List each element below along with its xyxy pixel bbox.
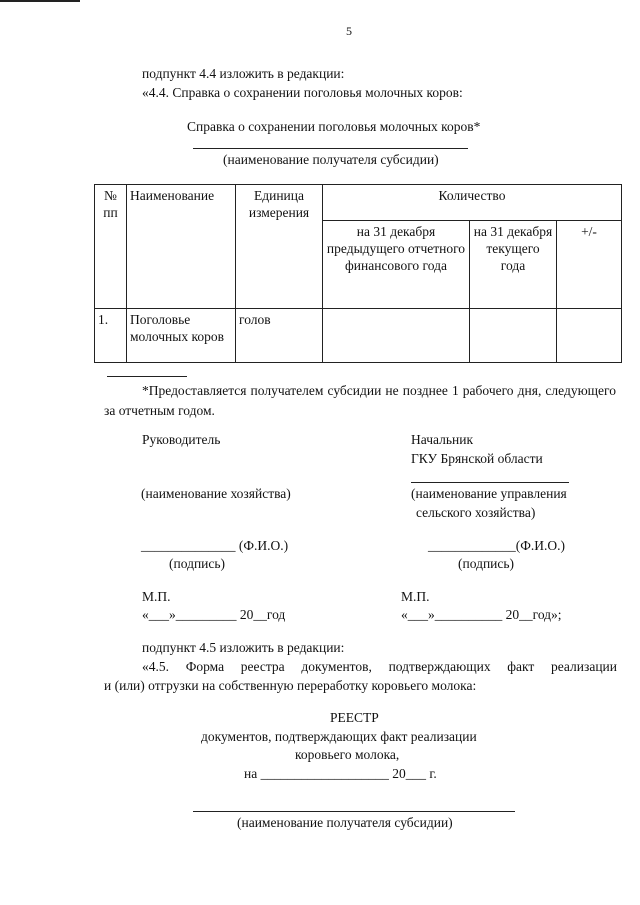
top-edge-line [0, 0, 80, 2]
row-name: Поголовье молочных коров [127, 309, 236, 363]
header-quantity: Количество [323, 185, 622, 221]
right-title-2: ГКУ Брянской области [411, 451, 543, 466]
section1-intro: подпункт 4.4 изложить в редакции: [142, 66, 345, 81]
footnote-rule [107, 376, 187, 377]
left-date: «___»_________ 20__год [142, 607, 286, 622]
right-org-caption-2: сельского хозяйства) [416, 505, 536, 520]
left-title: Руководитель [142, 432, 221, 447]
table-row [95, 309, 622, 363]
left-sign-caption: (подпись) [169, 556, 226, 571]
subheader-current-year: на 31 декабря текущего года [470, 221, 557, 309]
section2-heading-1: «4.5. Форма реестра документов, подтверждающих факт реализации [142, 659, 617, 674]
subheader-prev-year: на 31 декабря предыдущего отчетного финансового года [323, 221, 470, 309]
recipient-caption: (наименование получателя субсидии) [223, 152, 439, 167]
section1-heading: «4.4. Справка о сохранении поголовья молочных коров: [142, 85, 463, 100]
registry-subtitle-2: коровьего молока, [295, 747, 400, 762]
right-org-line [411, 482, 569, 483]
row-curr [470, 309, 557, 363]
recipient-underline-2 [193, 811, 515, 812]
recipient-underline [193, 148, 468, 149]
registry-subtitle-1: документов, подтверждающих факт реализации [201, 729, 477, 744]
left-stamp: М.П. [142, 589, 171, 604]
right-title-1: Начальник [411, 432, 474, 447]
registry-date-line: на ___________________ 20___ г. [244, 766, 437, 781]
recipient-caption-2: (наименование получателя субсидии) [237, 815, 453, 830]
form-title: Справка о сохранении поголовья молочных коров* [187, 119, 481, 134]
right-date: «___»__________ 20__год»; [401, 607, 562, 622]
row-prev [323, 309, 470, 363]
page-number: 5 [346, 24, 352, 38]
right-org-caption-1: (наименование управления [411, 486, 567, 501]
right-fio: _____________(Ф.И.О.) [428, 538, 566, 553]
footnote: *Предоставляется получателем субсидии не позднее 1 рабочего дня, следующего за отчетным годом. [104, 383, 616, 418]
registry-title: РЕЕСТР [330, 710, 379, 725]
row-unit: голов [236, 309, 323, 363]
right-stamp: М.П. [401, 589, 430, 604]
subheader-diff: +/- [557, 221, 622, 309]
row-diff [557, 309, 622, 363]
section2-heading-2: и (или) отгрузки на собственную переработку коровьего молока: [104, 678, 477, 693]
header-name: Наименование [127, 185, 236, 309]
section2-intro: подпункт 4.5 изложить в редакции: [142, 640, 345, 655]
header-unit: Единица измерения [236, 185, 323, 309]
row-num: 1. [95, 309, 127, 363]
left-fio: ______________ (Ф.И.О.) [141, 538, 289, 553]
header-num: № пп [95, 185, 127, 309]
left-org-caption: (наименование хозяйства) [141, 486, 291, 501]
right-sign-caption: (подпись) [458, 556, 515, 571]
herd-table [94, 184, 622, 363]
